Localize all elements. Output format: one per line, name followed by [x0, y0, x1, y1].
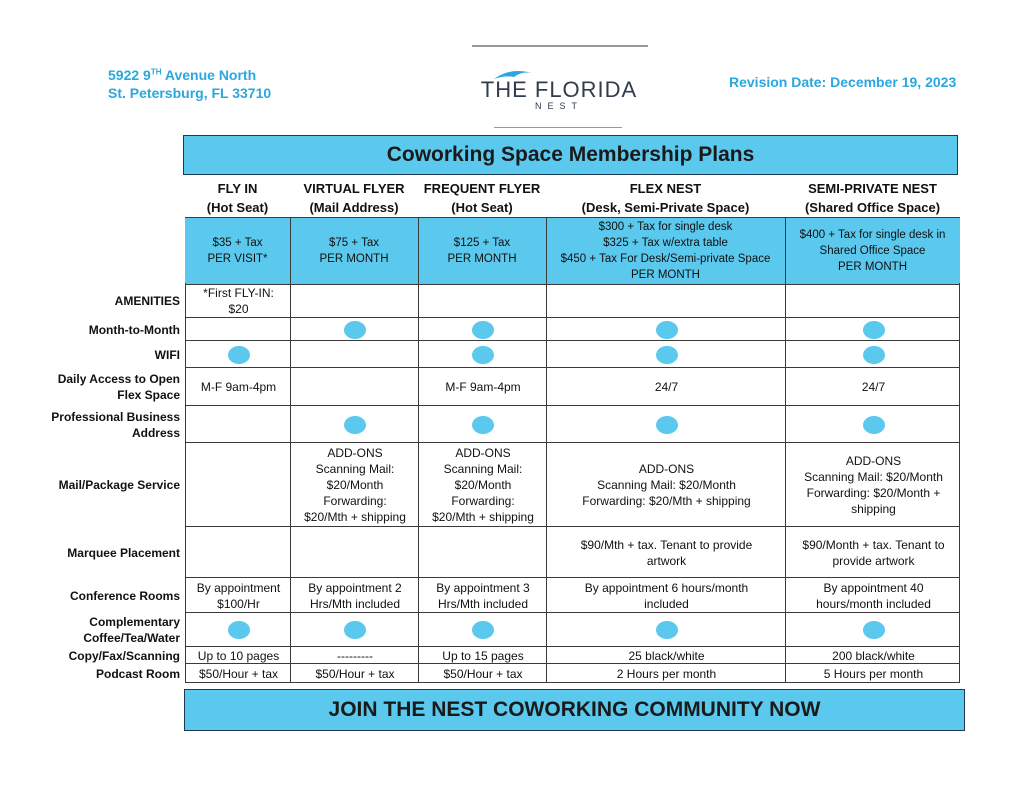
included-dot-icon [863, 621, 885, 639]
included-dot-icon [472, 346, 494, 364]
table-cell: 200 black/white [832, 648, 915, 663]
included-dot-icon [656, 621, 678, 639]
plan-header-1 [290, 179, 418, 217]
address-block [108, 66, 271, 102]
table-cell [186, 613, 291, 647]
price-row [185, 217, 960, 285]
row-label: AMENITIES [114, 293, 180, 308]
table-cell: By appointment 40 hours/month included [816, 580, 931, 611]
row-label: Mail/Package Service [58, 478, 180, 492]
table-cell: $50/Hour + tax [443, 666, 523, 681]
table-cell: $50/Hour + tax [198, 666, 279, 681]
table-cell [186, 406, 291, 443]
plan-name: SEMI-PRIVATE NEST [808, 181, 937, 196]
plan-header-0 [185, 179, 290, 217]
plan-name: FLEX NEST [629, 181, 702, 196]
plan-header-4 [785, 179, 960, 217]
address-line-2: St. Petersburg, FL 33710 [108, 85, 272, 101]
plan-header-2 [418, 179, 546, 217]
table-cell: ADD-ONS Scanning Mail: $20/Month Forwarding: $20/Mth + shipping [304, 446, 406, 524]
table-cell [291, 283, 419, 318]
included-dot-icon [656, 346, 678, 364]
table-cell [186, 318, 291, 341]
table-cell [786, 341, 961, 368]
plan-subtitle: (Hot Seat) [206, 200, 269, 215]
row-label: WIFI [154, 347, 180, 362]
included-dot-icon [472, 621, 494, 639]
included-dot-icon [863, 416, 885, 434]
included-dot-icon [344, 416, 366, 434]
address-line-1: 5922 9TH Avenue North [108, 67, 257, 83]
table-cell [291, 318, 419, 341]
row-label: Complementary Coffee/Tea/Water [83, 615, 180, 645]
table-cell [547, 283, 786, 318]
table-cell [291, 527, 419, 578]
plan-subtitle: (Shared Office Space) [804, 200, 941, 215]
row-label: Professional Business Address [51, 409, 180, 440]
table-cell: Up to 15 pages [442, 648, 524, 663]
included-dot-icon [656, 321, 678, 339]
included-dot-icon [344, 621, 366, 639]
table-cell: 24/7 [861, 380, 886, 394]
table-cell: ADD-ONS Scanning Mail: $20/Month Forwarding: $20/Mth + shipping [582, 462, 751, 508]
table-cell: 25 black/white [628, 648, 705, 663]
plan-name: VIRTUAL FLYER [303, 181, 405, 196]
table-cell [186, 527, 291, 578]
plan-header-3 [546, 179, 785, 217]
table-cell: By appointment 2 Hrs/Mth included [308, 580, 402, 611]
table-cell [291, 341, 419, 368]
table-cell [786, 406, 961, 443]
florida-nest-logo: THE FLORIDA NEST [470, 45, 648, 130]
table-cell [547, 318, 786, 341]
table-cell: By appointment $100/Hr [196, 580, 281, 611]
row-label: Month-to-Month [88, 322, 180, 337]
table-cell [786, 318, 961, 341]
table-cell [547, 406, 786, 443]
included-dot-icon [472, 321, 494, 339]
table-cell: --------- [337, 648, 373, 663]
table-cell: By appointment 3 Hrs/Mth included [436, 580, 530, 611]
included-dot-icon [863, 321, 885, 339]
table-cell [419, 318, 547, 341]
plan-price-1: $75 + Tax PER MONTH [319, 237, 389, 265]
table-cell: Up to 10 pages [197, 648, 280, 663]
page-title: Coworking Space Membership Plans [183, 135, 958, 175]
plan-price-2: $125 + Tax PER MONTH [447, 237, 517, 265]
table-cell: M-F 9am-4pm [200, 380, 277, 394]
revision-date: Revision Date: December 19, 2023 [729, 74, 957, 90]
row-label: Marquee Placement [67, 545, 180, 560]
plan-price-0: $35 + Tax PER VISIT* [207, 237, 268, 265]
table-cell [186, 443, 291, 527]
table-cell [419, 613, 547, 647]
row-label: Conference Rooms [69, 588, 180, 603]
table-cell [419, 283, 547, 318]
table-cell [547, 613, 786, 647]
table-cell: 24/7 [654, 380, 679, 394]
table-cell: $90/Month + tax. Tenant to provide artwork [802, 537, 945, 568]
table-cell [419, 406, 547, 443]
included-dot-icon [656, 416, 678, 434]
row-label: Copy/Fax/Scanning [68, 648, 180, 663]
table-cell: $90/Mth + tax. Tenant to provide artwork [580, 537, 753, 568]
table-cell [547, 341, 786, 368]
table-cell [786, 613, 961, 647]
plan-name: FLY IN [217, 181, 258, 196]
join-cta-banner[interactable]: JOIN THE NEST COWORKING COMMUNITY NOW [184, 689, 965, 731]
table-cell [291, 613, 419, 647]
table-cell: *First FLY-IN: $20 [203, 285, 274, 316]
table-cell: $50/Hour + tax [315, 666, 395, 681]
included-dot-icon [228, 621, 250, 639]
included-dot-icon [472, 416, 494, 434]
table-cell [291, 368, 419, 406]
table-cell: ADD-ONS Scanning Mail: $20/Month Forwarding: $20/Mth + shipping [432, 446, 534, 524]
included-dot-icon [344, 321, 366, 339]
included-dot-icon [228, 346, 250, 364]
table-cell [419, 527, 547, 578]
plan-subtitle: (Mail Address) [309, 200, 399, 215]
amenities-table [185, 283, 960, 683]
plan-name: FREQUENT FLYER [423, 181, 541, 196]
table-cell [786, 283, 961, 318]
table-cell: 5 Hours per month [823, 666, 924, 681]
plan-price-4: $400 + Tax for single desk in Shared Office Space PER MONTH [799, 229, 946, 273]
table-cell [419, 341, 547, 368]
plan-subtitle: (Desk, Semi-Private Space) [581, 200, 750, 215]
included-dot-icon [863, 346, 885, 364]
plan-price-3: $300 + Tax for single desk $325 + Tax w/extra table $450 + Tax For Desk/Semi-private Space PER MONTH [560, 221, 771, 281]
table-cell: M-F 9am-4pm [445, 380, 521, 394]
plan-subtitle: (Hot Seat) [451, 200, 513, 215]
table-cell [291, 406, 419, 443]
row-label: Podcast Room [95, 666, 180, 681]
table-cell [186, 341, 291, 368]
table-cell: 2 Hours per month [616, 666, 717, 681]
table-cell: ADD-ONS Scanning Mail: $20/Month Forwarding: $20/Month + shipping [804, 454, 943, 516]
row-label: Daily Access to Open Flex Space [57, 372, 180, 402]
table-cell: By appointment 6 hours/month included [584, 580, 749, 611]
